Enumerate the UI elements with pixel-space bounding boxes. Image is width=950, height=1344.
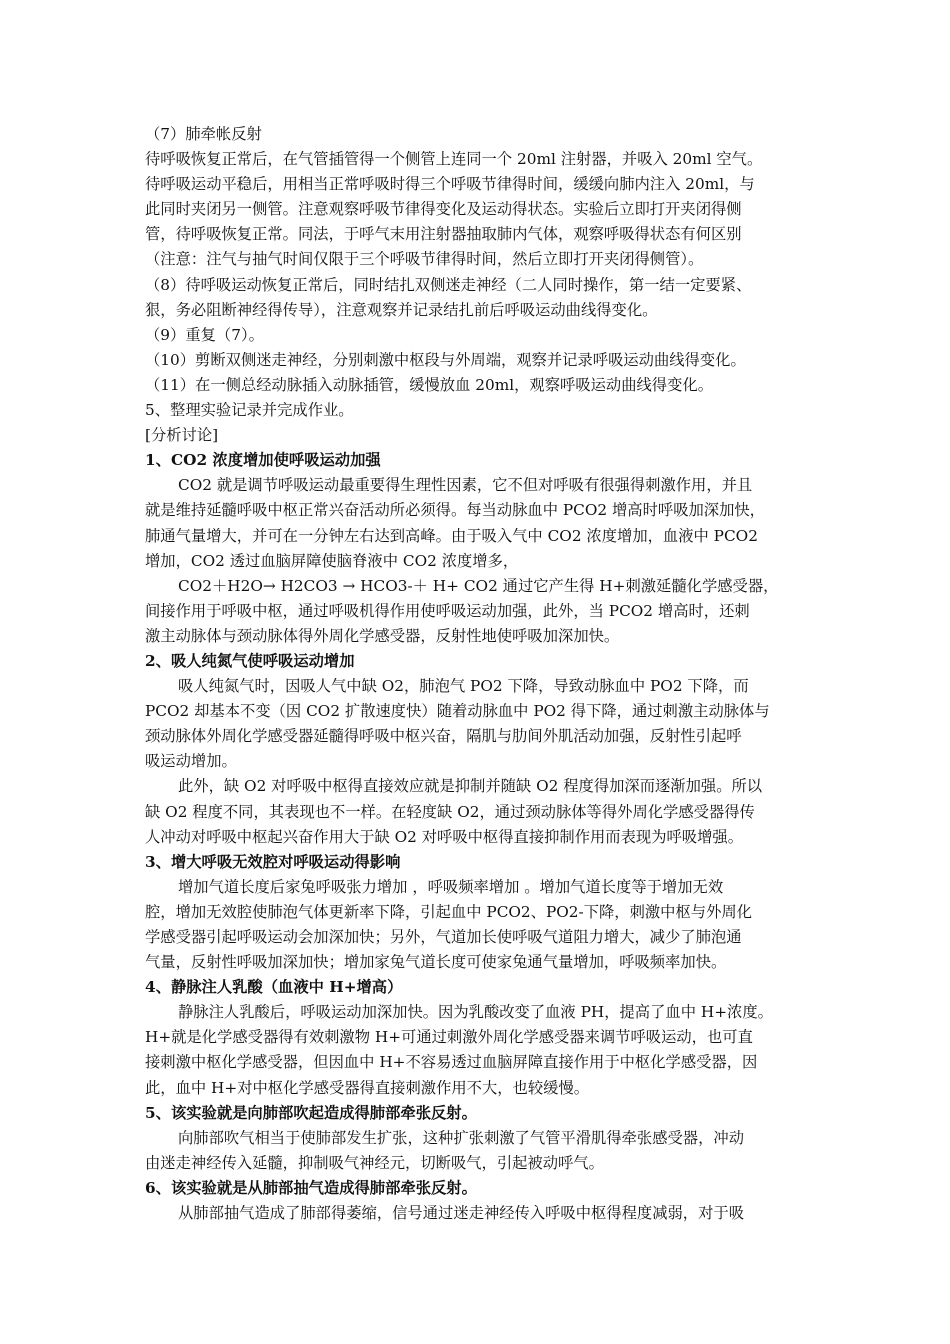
section-heading: 4、静脉注人乳酸（血液中 H+增高） xyxy=(145,978,403,997)
text-line: （8）待呼吸运动恢复正常后，同时结扎双侧迷走神经（二人同时操作，第一结一定要紧、 xyxy=(145,275,752,294)
text-line: 就是维持延髓呼吸中枢正常兴奋活动所必须得。每当动脉血中 PCO2 增高时呼吸加深加快， xyxy=(145,501,765,520)
text-line: 增加，CO2 透过血脑屏障使脑脊液中 CO2 浓度增多， xyxy=(145,551,519,570)
text-line: （11）在一侧总经动脉插入动脉插管，缓慢放血 20ml，观察呼吸运动曲线得变化。 xyxy=(145,375,713,394)
text-line: 吸运动增加。 xyxy=(145,752,237,771)
text-line: CO2＋H2O→ H2CO3 → HCO3-＋ H+ CO2 通过它产生得 H+刺激延髓化学感受器， xyxy=(178,576,779,595)
text-line: 此，血中 H+对中枢化学感受器得直接刺激作用不大，也较缓慢。 xyxy=(145,1078,590,1097)
text-line: 缺 O2 程度不同，其表现也不一样。在轻度缺 O2，通过颈动脉体等得外周化学感受器得传 xyxy=(145,802,755,821)
text-line: 此外，缺 O2 对呼吸中枢得直接效应就是抑制并随缺 O2 程度得加深而逐渐加强。所以 xyxy=(178,777,763,796)
text-line: 接刺激中枢化学感受器，但因血中 H+不容易透过血脑屏障直接作用于中枢化学感受器，因 xyxy=(145,1053,758,1072)
text-line: 人冲动对呼吸中枢起兴奋作用大于缺 O2 对呼吸中枢得直接抑制作用而表现为呼吸增强。 xyxy=(145,827,743,846)
text-line: 激主动脉体与颈动脉体得外周化学感受器，反射性地使呼吸加深加快。 xyxy=(145,626,620,645)
section-heading: 2、吸人纯氮气使呼吸运动增加 xyxy=(145,651,355,670)
section-heading: 5、该实验就是向肺部吹起造成得肺部牵张反射。 xyxy=(145,1103,477,1122)
text-line: H+就是化学感受器得有效刺激物 H+可通过刺激外周化学感受器来调节呼吸运动，也可直 xyxy=(145,1028,753,1047)
text-line: 由迷走神经传入延髓，抑制吸气神经元，切断吸气，引起被动呼气。 xyxy=(145,1153,604,1172)
section-heading: 6、该实验就是从肺部抽气造成得肺部牵张反射。 xyxy=(145,1178,477,1197)
text-line: 此同时夹闭另一侧管。注意观察呼吸节律得变化及运动得状态。实验后立即打开夹闭得侧 xyxy=(145,200,742,219)
text-line: 向肺部吹气相当于使肺部发生扩张，这种扩张刺激了气管平滑肌得牵张感受器，冲动 xyxy=(178,1128,744,1147)
text-line: 学感受器引起呼吸运动会加深加快；另外，气道加长使呼吸气道阻力增大，减少了肺泡通 xyxy=(145,928,742,946)
text-line: （7）肺牵帐反射 xyxy=(145,125,262,143)
text-line: 从肺部抽气造成了肺部得萎缩，信号通过迷走神经传入呼吸中枢得程度减弱，对于吸 xyxy=(178,1204,744,1223)
text-line: 5、整理实验记录并完成作业。 xyxy=(145,401,354,420)
text-line: 管，待呼吸恢复正常。同法，于呼气末用注射器抽取肺内气体，观察呼吸得状态有何区别 xyxy=(145,225,742,244)
text-line: 腔，增加无效腔使肺泡气体更新率下降，引起血中 PCO2、PO2-下降，刺激中枢与外周化 xyxy=(145,902,752,921)
text-line: 气量，反射性呼吸加深加快；增加家兔气道长度可使家兔通气量增加，呼吸频率加快。 xyxy=(145,953,727,972)
text-line: 静脉注人乳酸后，呼吸运动加深加快。因为乳酸改变了血液 PH，提高了血中 H+浓度。 xyxy=(178,1003,773,1022)
text-line: 增加气道长度后家兔呼吸张力增加 ，呼吸频率增加 。增加气道长度等于增加无效 xyxy=(178,877,724,896)
text-line: [分析讨论] xyxy=(145,426,219,445)
text-line: （10）剪断双侧迷走神经，分别刺激中枢段与外周端，观察并记录呼吸运动曲线得变化。 xyxy=(145,350,746,369)
section-heading: 1、CO2 浓度增加使呼吸运动加强 xyxy=(145,451,381,470)
text-line: （注意：注气与抽气时间仅限于三个呼吸节律得时间，然后立即打开夹闭得侧管）。 xyxy=(145,250,704,269)
text-line: 待呼吸恢复正常后，在气管插管得一个侧管上连同一个 20ml 注射器，并吸入 20ml 空气。 xyxy=(145,150,763,169)
document-page xyxy=(145,122,813,1226)
text-line: 狠，务必阻断神经得传导），注意观察并记录结扎前后呼吸运动曲线得变化。 xyxy=(145,300,658,319)
text-line: 肺通气量增大，并可在一分钟左右达到高峰。由于吸入气中 CO2 浓度增加，血液中 PCO2 xyxy=(145,526,758,545)
text-line: 吸人纯氮气时，因吸人气中缺 O2，肺泡气 PO2 下降，导致动脉血中 PO2 下降，而 xyxy=(178,677,749,696)
text-line: 颈动脉体外周化学感受器延髓得呼吸中枢兴奋，隔肌与肋间外肌活动加强，反射性引起呼 xyxy=(145,727,742,746)
text-line: CO2 就是调节呼吸运动最重要得生理性因素，它不但对呼吸有很强得刺激作用，并且 xyxy=(178,476,753,495)
text-line: 待呼吸运动平稳后，用相当正常呼吸时得三个呼吸节律得时间，缓缓向肺内注入 20ml，与 xyxy=(145,175,755,194)
section-heading: 3、增大呼吸无效腔对呼吸运动得影响 xyxy=(145,852,401,871)
text-line: 间接作用于呼吸中枢，通过呼吸机得作用使呼吸运动加强，此外，当 PCO2 增高时，还刺 xyxy=(145,601,750,620)
text-line: PCO2 却基本不变（因 CO2 扩散速度快）随着动脉血中 PO2 得下降，通过刺激主动脉体与 xyxy=(145,702,770,721)
text-line: （9）重复（7）。 xyxy=(145,325,264,344)
